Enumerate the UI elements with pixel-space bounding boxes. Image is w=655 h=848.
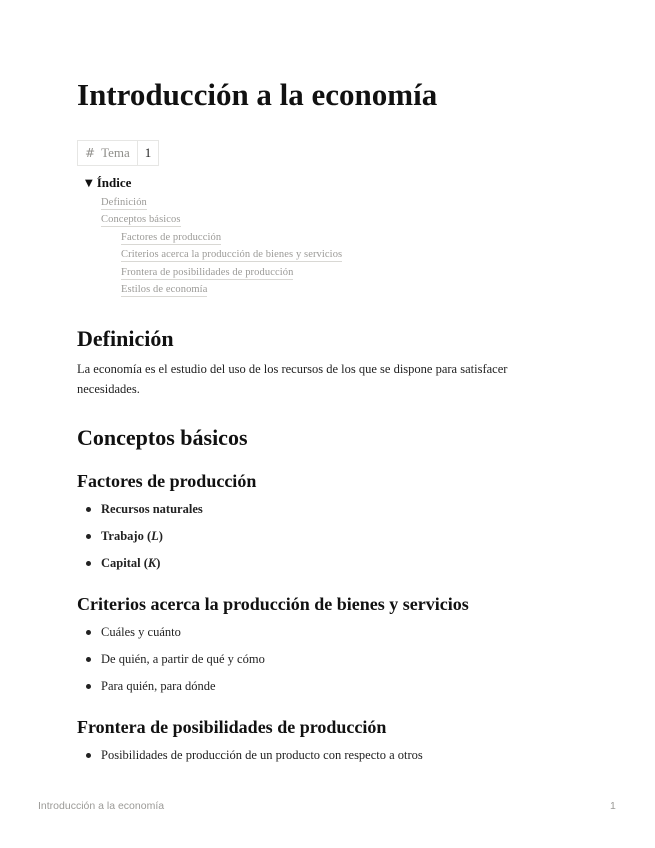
factores-list (77, 502, 203, 583)
heading-frontera: Frontera de posibilidades de producción (77, 717, 387, 737)
heading-conceptos-basicos: Conceptos básicos (77, 425, 248, 450)
property-value: 1 (144, 145, 152, 160)
toc-link-factores-de-produccion[interactable]: Factores de producción (121, 232, 222, 243)
hash-icon: # (85, 146, 96, 160)
property-row[interactable] (77, 140, 159, 166)
list-item: Trabajo (L) (77, 529, 203, 556)
footer-doc-title: Introducción a la economía (38, 800, 165, 812)
list-item: De quién, a partir de qué y cómo (77, 652, 265, 679)
list-item: Capital (K) (77, 556, 203, 583)
list-item: Recursos naturales (77, 502, 203, 529)
frontera-list (77, 748, 423, 775)
property-key (78, 141, 138, 165)
page-title: Introducción a la economía (77, 77, 438, 112)
list-item: Cuáles y cuánto (77, 625, 265, 652)
triangle-down-icon: ▼ (85, 177, 93, 189)
toc-title: Índice (96, 175, 132, 190)
toc-toggle[interactable] (85, 174, 131, 192)
heading-criterios: Criterios acerca la producción de bienes y servicios (77, 594, 469, 614)
heading-factores-de-produccion: Factores de producción (77, 471, 257, 491)
toc-link-criterios[interactable]: Criterios acerca la producción de bienes y servicios (121, 249, 343, 260)
toc-link-conceptos-basicos[interactable]: Conceptos básicos (101, 214, 181, 225)
list-item: Posibilidades de producción de un producto con respecto a otros (77, 748, 423, 775)
definicion-paragraph: La economía es el estudio del uso de los recursos de los que se dispone para satisfacer necesidades. (77, 362, 508, 396)
toc-link-frontera[interactable]: Frontera de posibilidades de producción (121, 267, 294, 278)
toc-link-estilos-de-economia[interactable]: Estilos de economía (121, 284, 208, 295)
table-of-contents (85, 174, 131, 192)
footer-page-number: 1 (610, 800, 616, 812)
property-key-label: Tema (101, 145, 130, 160)
toc-link-definicion[interactable]: Definición (101, 197, 147, 208)
heading-definicion: Definición (77, 326, 174, 351)
list-item: Para quién, para dónde (77, 679, 265, 706)
criterios-list (77, 625, 265, 706)
